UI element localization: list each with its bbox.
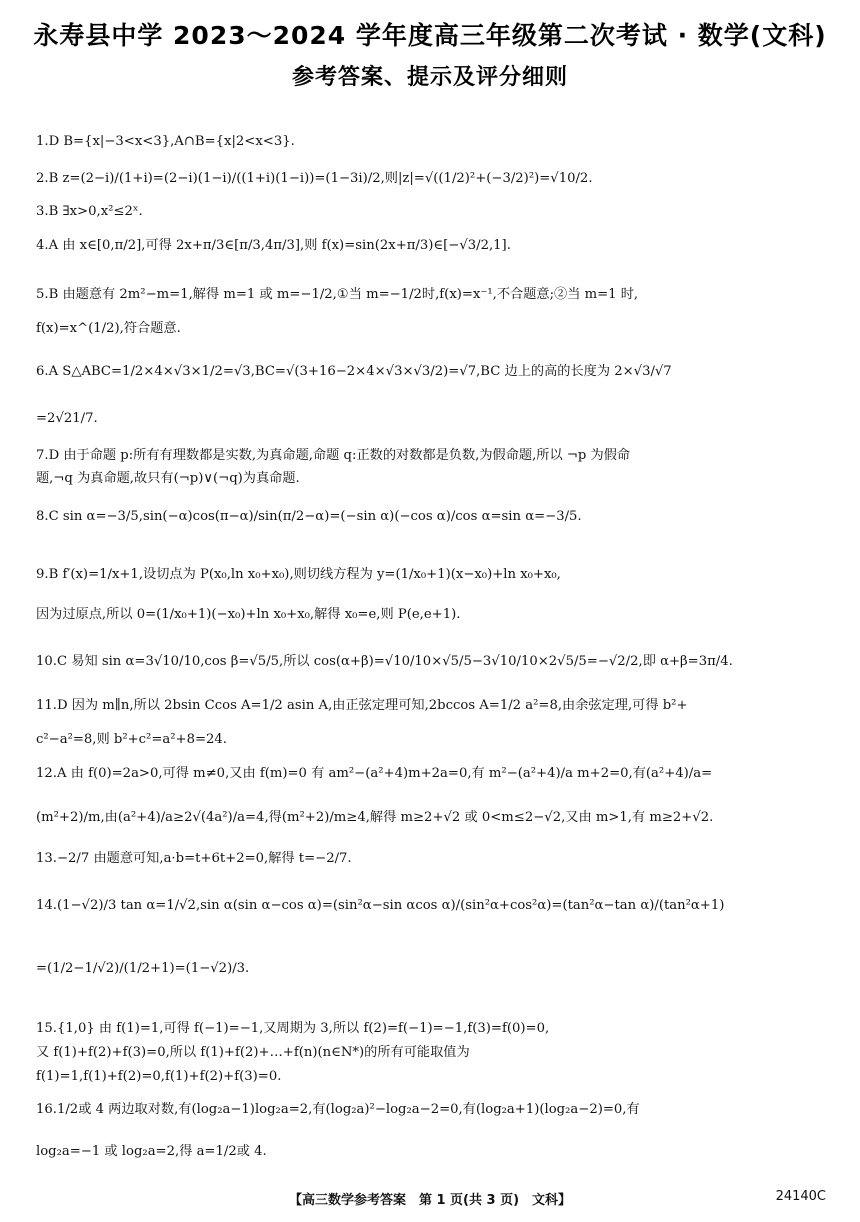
answer-line: =(1/2−1/√2)/(1/2+1)=(1−√2)/3. xyxy=(36,961,250,976)
answer-line: 13.−2/7 由题意可知,a·b=t+6t+2=0,解得 t=−2/7. xyxy=(36,851,352,866)
answer-line: 9.B f′(x)=1/x+1,设切点为 P(x₀,ln x₀+x₀),则切线方程为 y=(1/x₀+1)(x−x₀)+ln x₀+x₀, xyxy=(36,567,561,582)
footer-code: 24140C xyxy=(775,1189,826,1204)
answer-line: 7.D 由于命题 p:所有有理数都是实数,为真命题,命题 q:正数的对数都是负数,为假命题,所以 ¬p 为假命 xyxy=(36,448,631,463)
answer-line: f(x)=x^(1/2),符合题意. xyxy=(36,321,181,336)
answer-line: 10.C 易知 sin α=3√10/10,cos β=√5/5,所以 cos(α+β)=√10/10×√5/5−3√10/10×2√5/5=−√2/2,即 α+β=3π/4. xyxy=(36,654,733,669)
answer-line: 6.A S△ABC=1/2×4×√3×1/2=√3,BC=√(3+16−2×4×√3×√3/2)=√7,BC 边上的高的长度为 2×√3/√7 xyxy=(36,364,672,379)
answer-line: 1.D B={x|−3<x<3},A∩B={x|2<x<3}. xyxy=(36,134,295,149)
answer-line: 16.1/2或 4 两边取对数,有(log₂a−1)log₂a=2,有(log₂a)²−log₂a−2=0,有(log₂a+1)(log₂a−2)=0,有 xyxy=(36,1102,640,1117)
answer-line: 题,¬q 为真命题,故只有(¬p)∨(¬q)为真命题. xyxy=(36,471,300,486)
answer-line: c²−a²=8,则 b²+c²=a²+8=24. xyxy=(36,732,227,747)
answer-line: 因为过原点,所以 0=(1/x₀+1)(−x₀)+ln x₀+x₀,解得 x₀=e,则 P(e,e+1). xyxy=(36,607,461,622)
answer-line: 4.A 由 x∈[0,π/2],可得 2x+π/3∈[π/3,4π/3],则 f(x)=sin(2x+π/3)∈[−√3/2,1]. xyxy=(36,238,511,253)
answer-line: 8.C sin α=−3/5,sin(−α)cos(π−α)/sin(π/2−α)=(−sin α)(−cos α)/cos α=sin α=−3/5. xyxy=(36,509,582,524)
answer-line: 3.B ∃x>0,x²≤2ˣ. xyxy=(36,204,143,219)
answer-line: 2.B z=(2−i)/(1+i)=(2−i)(1−i)/((1+i)(1−i))=(1−3i)/2,则|z|=√((1/2)²+(−3/2)²)=√10/2. xyxy=(36,171,593,186)
page-title: 永寿县中学 2023～2024 学年度高三年级第二次考试 · 数学(文科) xyxy=(33,21,827,50)
answer-line: 15.{1,0} 由 f(1)=1,可得 f(−1)=−1,又周期为 3,所以 f(2)=f(−1)=−1,f(3)=f(0)=0, xyxy=(36,1021,550,1036)
footer-page-info: 【高三数学参考答案 第 1 页(共 3 页) 文科】 xyxy=(288,1193,572,1208)
answer-line: (m²+2)/m,由(a²+4)/a≥2√(4a²)/a=4,得(m²+2)/m≥4,解得 m≥2+√2 或 0<m≤2−√2,又由 m>1,有 m≥2+√2. xyxy=(36,810,714,825)
page-subtitle: 参考答案、提示及评分细则 xyxy=(291,65,568,90)
answer-line: =2√21/7. xyxy=(36,411,98,426)
answer-line: 11.D 因为 m∥n,所以 2bsin Ccos A=1/2 asin A,由正弦定理可知,2bccos A=1/2 a²=8,由余弦定理,可得 b²+ xyxy=(36,698,688,713)
answer-line: 14.(1−√2)/3 tan α=1/√2,sin α(sin α−cos α)=(sin²α−sin αcos α)/(sin²α+cos²α)=(tan²α−tan α)/(tan²α+1) xyxy=(36,898,725,913)
answer-line: 5.B 由题意有 2m²−m=1,解得 m=1 或 m=−1/2,①当 m=−1/2时,f(x)=x⁻¹,不合题意;②当 m=1 时, xyxy=(36,287,639,302)
answer-line: f(1)=1,f(1)+f(2)=0,f(1)+f(2)+f(3)=0. xyxy=(36,1069,282,1084)
answer-line: log₂a=−1 或 log₂a=2,得 a=1/2或 4. xyxy=(36,1144,267,1159)
answer-line: 又 f(1)+f(2)+f(3)=0,所以 f(1)+f(2)+…+f(n)(n∈N*)的所有可能取值为 xyxy=(36,1045,470,1060)
answer-line: 12.A 由 f(0)=2a>0,可得 m≠0,又由 f(m)=0 有 am²−(a²+4)m+2a=0,有 m²−(a²+4)/a m+2=0,有(a²+4)/a= xyxy=(36,766,713,781)
